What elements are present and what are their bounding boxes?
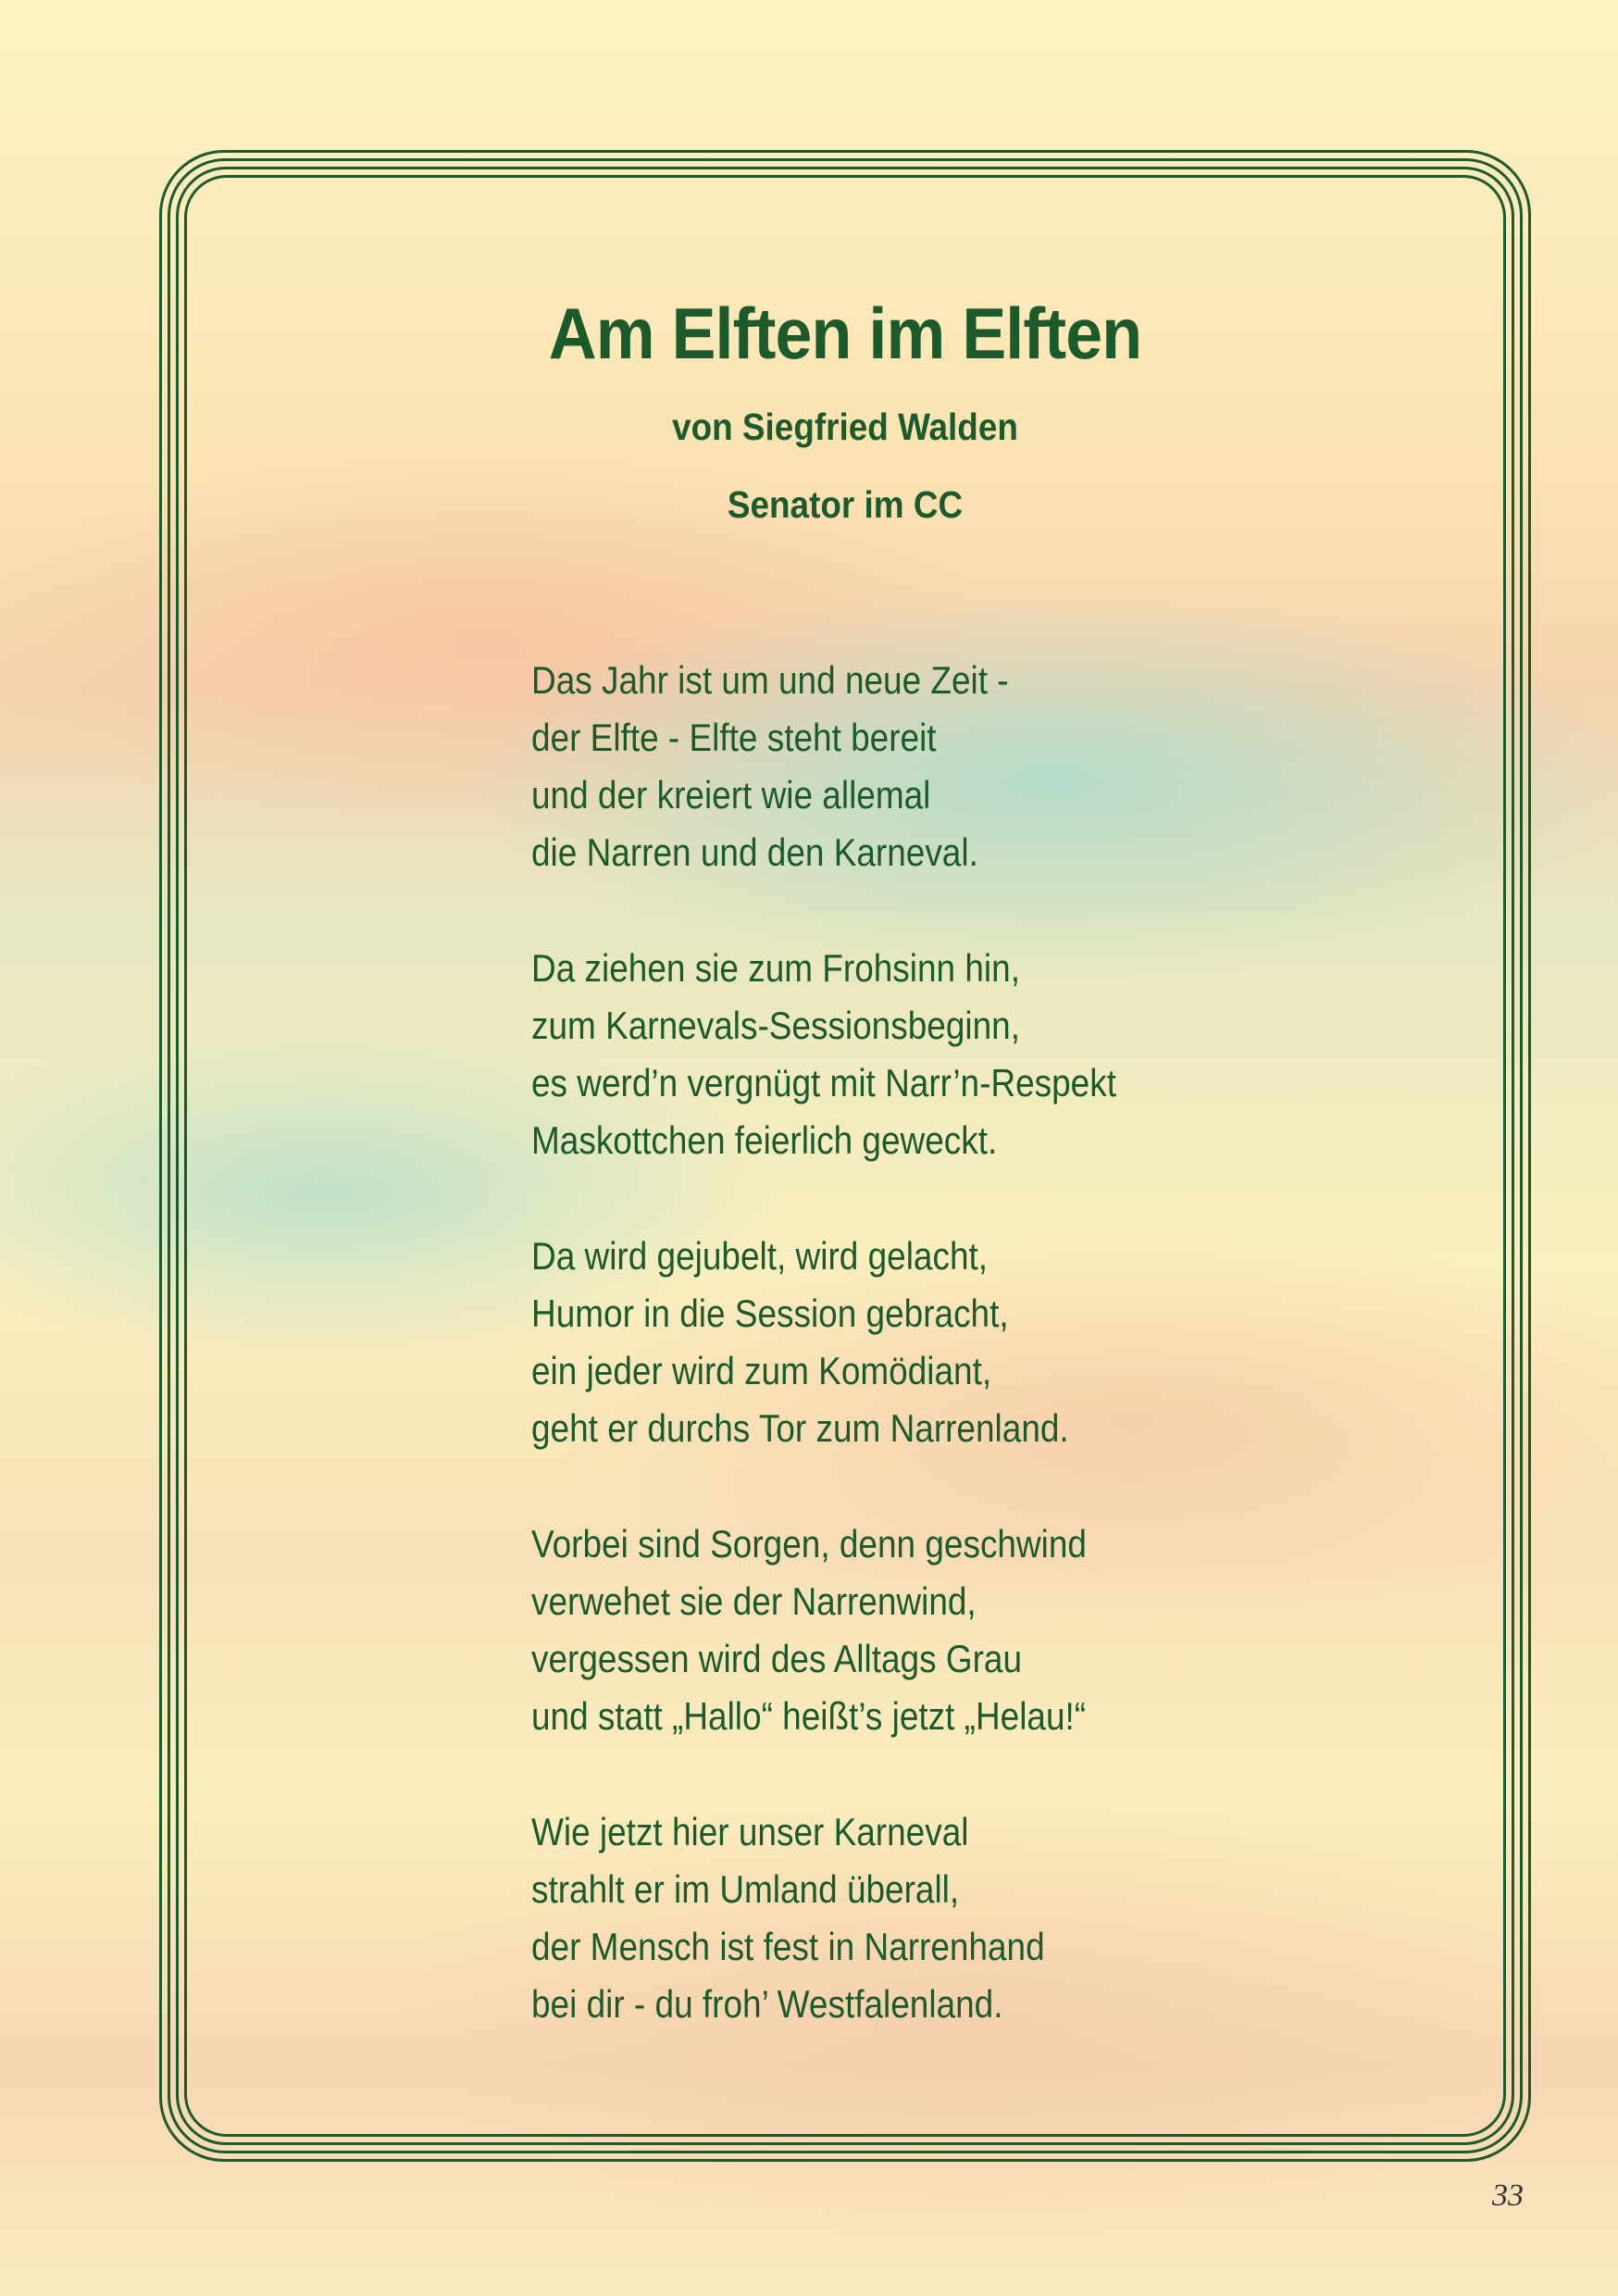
poem-line: verwehet sie der Narrenwind,	[531, 1579, 977, 1623]
stanza-4	[531, 1516, 1494, 1745]
poem-line: bei dir - du froh’ Westfalenland.	[531, 1982, 1003, 2026]
poem-author: von Siegfried Walden	[672, 406, 1018, 448]
poem-line: die Narren und den Karneval.	[531, 830, 978, 874]
poem-line: und der kreiert wie allemal	[531, 773, 931, 817]
poem-title: Am Elften im Elften	[548, 293, 1142, 374]
poem-line: Maskottchen feierlich geweckt.	[531, 1118, 998, 1162]
stanza-3	[531, 1228, 1494, 1457]
poem-line: Da ziehen sie zum Frohsinn hin,	[531, 946, 1020, 990]
poem-line: und statt „Hallo“ heißt’s jetzt „Helau!“	[531, 1694, 1087, 1738]
stanza-1	[531, 652, 1494, 881]
poem-line: geht er durchs Tor zum Narrenland.	[531, 1406, 1069, 1450]
poem-line: zum Karnevals-Sessionsbeginn,	[531, 1004, 1020, 1047]
stanza-5	[531, 1803, 1494, 2033]
page-number: 33	[1492, 2178, 1524, 2213]
poem-line: es werd’n vergnügt mit Narr’n-Respekt	[531, 1061, 1116, 1104]
poem-line: der Mensch ist fest in Narrenhand	[531, 1925, 1045, 1968]
poem-line: strahlt er im Umland überall,	[531, 1867, 960, 1911]
poem-line: vergessen wird des Alltags Grau	[531, 1637, 1023, 1680]
author-role: Senator im CC	[727, 483, 964, 526]
poem-line: Vorbei sind Sorgen, denn geschwind	[531, 1522, 1087, 1566]
poem-line: Das Jahr ist um und neue Zeit -	[531, 658, 1009, 702]
poem-line: Humor in die Session gebracht,	[531, 1292, 1009, 1335]
poem-line: Wie jetzt hier unser Karneval	[531, 1810, 969, 1853]
poem-line: der Elfte - Elfte steht bereit	[531, 716, 937, 759]
poem-body	[531, 652, 1494, 2091]
poem-line: ein jeder wird zum Komödiant,	[531, 1349, 992, 1392]
poem-line: Da wird gejubelt, wird gelacht,	[531, 1234, 989, 1278]
stanza-2	[531, 940, 1494, 1169]
